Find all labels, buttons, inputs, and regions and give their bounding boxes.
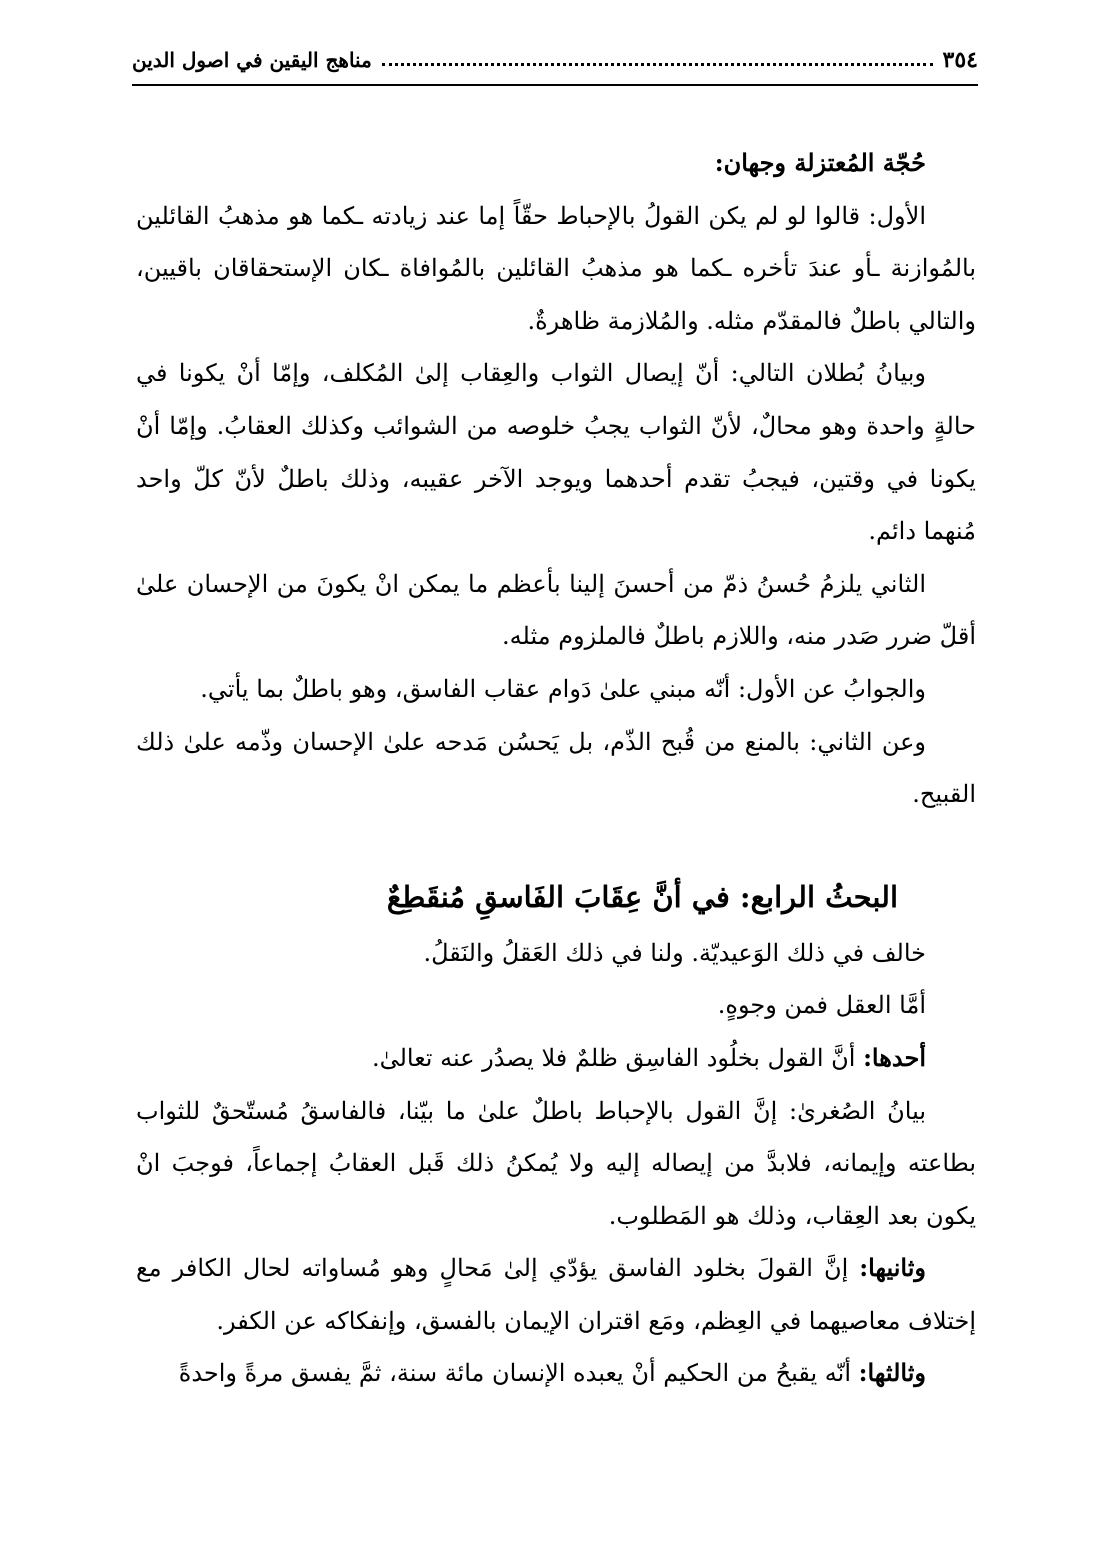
paragraph-third-reason bbox=[136, 1347, 976, 1400]
header-rule bbox=[132, 84, 978, 86]
page-body bbox=[136, 137, 976, 1400]
section-heading: البحثُ الرابع: في أنَّ عِقَابَ الفَاسقِ مُنقَطِعٌ bbox=[386, 879, 898, 914]
book-title: مناهج اليقين في اصول الدين bbox=[132, 48, 372, 72]
paragraph-first-reason bbox=[136, 1032, 976, 1085]
paragraph-reply-first: والجوابُ عن الأول: أنّه مبني علىٰ دَوام عقاب الفاسق، وهو باطلٌ بما يأتي. bbox=[200, 674, 926, 703]
third-reason-label: وثالثها: bbox=[858, 1358, 926, 1388]
paragraph-first-argument: الأول: قالوا لو لم يكن القولُ بالإحباط حقّاً إما عند زيادته ـكما هو مذهبُ القائلين بالمُوازنة ـأو عندَ تأخره ـكما هو مذهبُ القائلين بالمُوافاة ـكان الإستحقاقان باقيين، والتالي باطلٌ فالمقدّم مثله. والمُلازمة ظاهرةٌ. bbox=[136, 201, 976, 335]
paragraph-minor-premise: بيانُ الصُغرىٰ: إنَّ القول بالإحباط باطلٌ علىٰ ما بيّنا، فالفاسقُ مُستّحقٌ للثواب بطاعته وإيمانه، فلابدَّ من إيصاله إليه ولا يُمكنُ ذلك قَبل العقابُ إجماعاً، فوجبَ انْ يكون بعد العِقاب، وذلك هو المَطلوب. bbox=[136, 1096, 976, 1230]
running-header bbox=[132, 40, 978, 80]
paragraph-second-argument: الثاني يلزمُ حُسنُ ذمّ من أحسنَ إلينا بأعظم ما يمكن انْ يكونَ من الإحسان علىٰ أقلّ ضرر صَدر منه، واللازم باطلٌ فالملزوم مثله. bbox=[136, 569, 976, 651]
paragraph-falsity-explanation: وبيانُ بُطلان التالي: أنّ إيصال الثواب والعِقاب إلىٰ المُكلف، وإمّا أنْ يكونا في حالةٍ واحدة وهو محالٌ، لأنّ الثواب يجبُ خلوصه من الشوائب وكذلك العقابُ. وإمّا أنْ يكونا في وقتين، فيجبُ تقدم أحدهما ويوجد الآخر عقيبه، وذلك باطلٌ لأنّ كلّ واحد مُنهما دائم. bbox=[136, 359, 976, 546]
paragraph-reason-intro: أمَّا العقل فمن وجوهٍ. bbox=[717, 991, 926, 1020]
paragraph-reply-second: وعن الثاني: بالمنع من قُبح الذّم، بل يَحسُن مَدحه علىٰ الإحسان وذّمه علىٰ ذلك القبيح. bbox=[136, 727, 976, 809]
subheading-mutazila-arguments: حُجّة المُعتزلة وجهان: bbox=[714, 148, 926, 177]
first-reason-label: أحدها: bbox=[863, 1042, 926, 1072]
first-reason-text: أنَّ القول بخلُود الفاسِق ظلمٌ فلا يصدُر عنه تعالىٰ. bbox=[371, 1043, 864, 1072]
second-reason-label: وثانيها: bbox=[859, 1253, 926, 1283]
second-reason-text: إنَّ القولَ بخلود الفاسق يؤدّي إلىٰ مَحالٍ وهو مُساواته لحال الكافر مع إختلاف معاصيهما في العِظم، ومَع اقتران الإيمان بالفسق، وإنفكاكه عن الكفر. bbox=[136, 1254, 976, 1335]
third-reason-text: أنّه يقبحُ من الحكيم أنْ يعبده الإنسان مائة سنة، ثمَّ يفسق مرةً واحدةً bbox=[178, 1359, 859, 1388]
paragraph-second-reason bbox=[136, 1242, 976, 1347]
page-number: ٣٥٤ bbox=[942, 47, 978, 73]
paragraph-opponents: خالف في ذلك الوَعيديّة. ولنا في ذلك العَقلُ والنَقلُ. bbox=[423, 938, 926, 967]
header-dot-leader bbox=[382, 63, 933, 66]
